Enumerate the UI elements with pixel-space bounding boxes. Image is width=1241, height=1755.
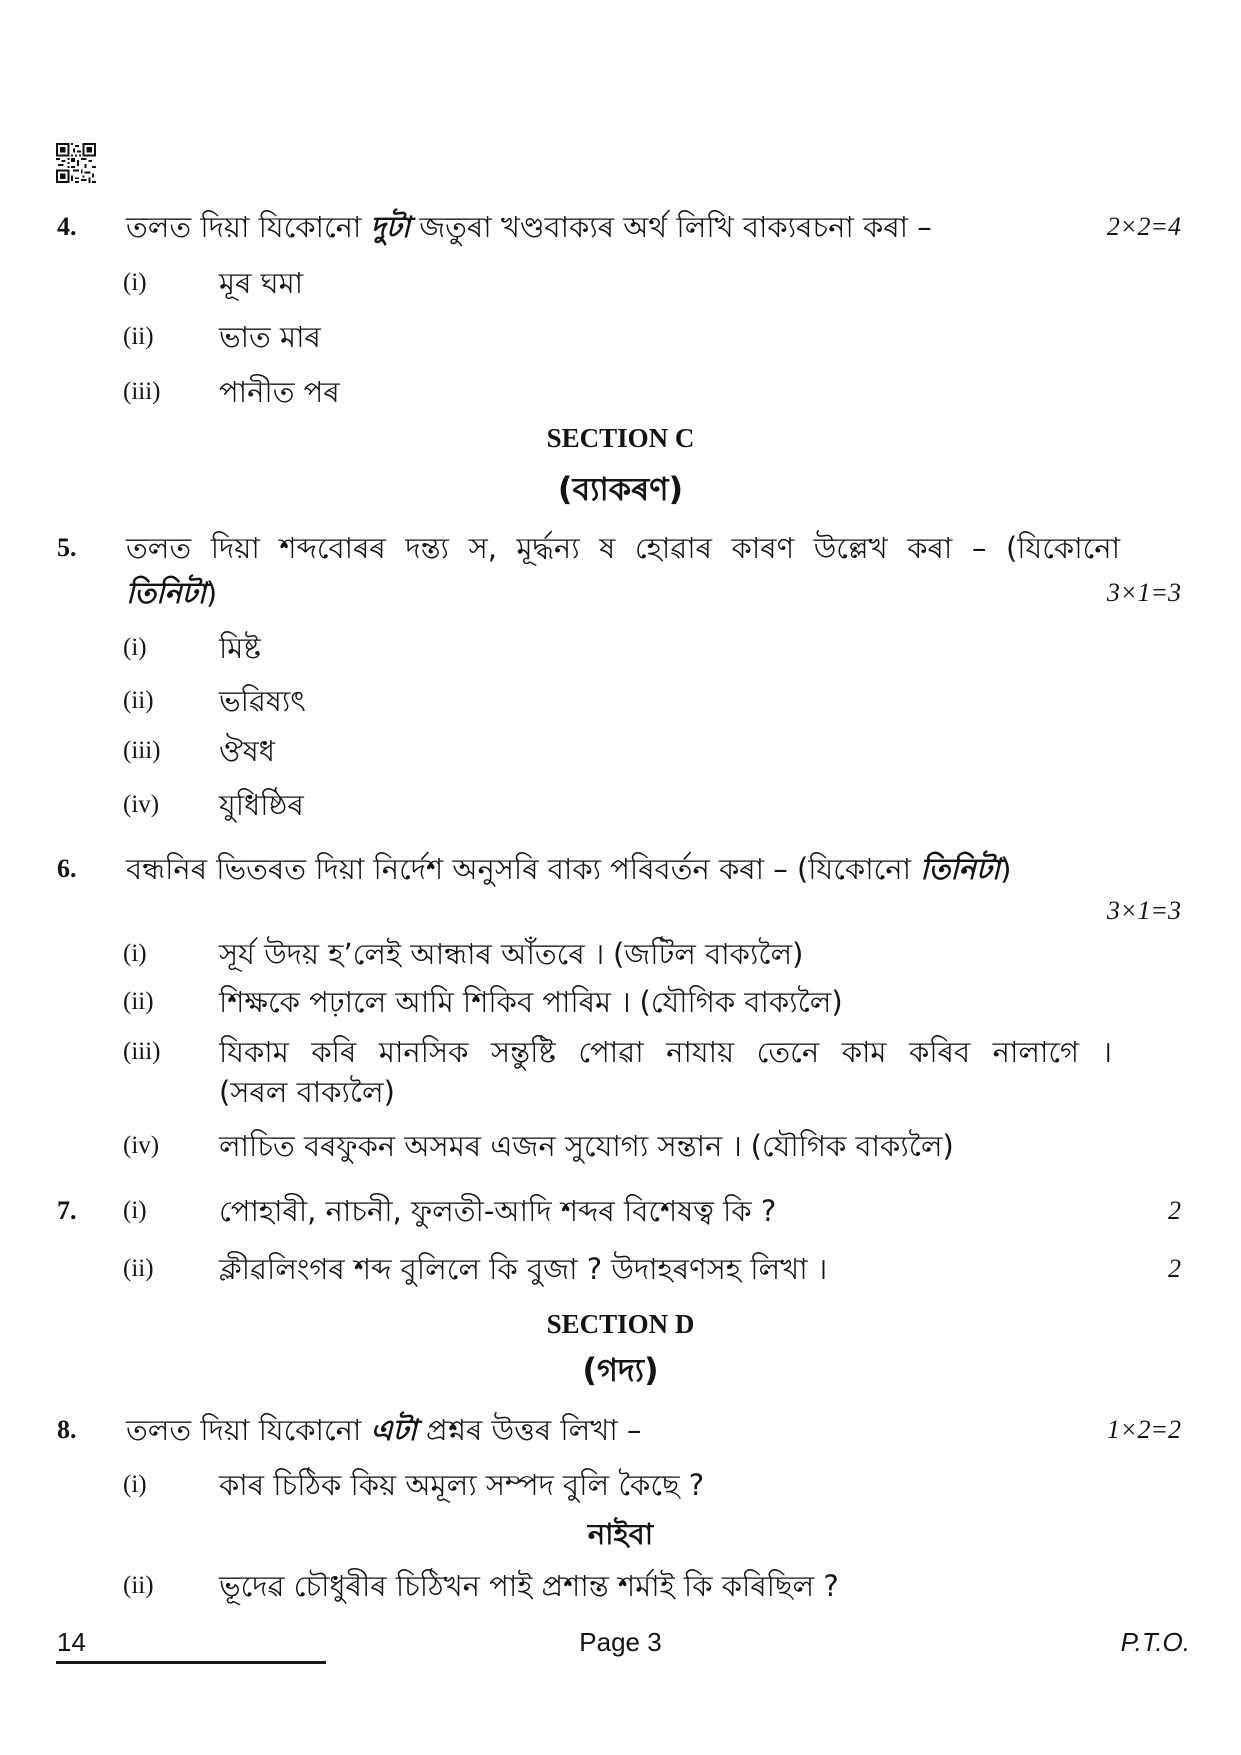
item-label: (iii) bbox=[123, 737, 161, 764]
item-body bbox=[219, 1126, 954, 1166]
item-text: সূৰ্য উদয় হ’লেই আন্ধাৰ আঁতৰে । bbox=[219, 937, 605, 971]
question-8-item bbox=[0, 1465, 1241, 1505]
question-number: 6. bbox=[57, 854, 77, 883]
qr-code-icon bbox=[56, 143, 96, 183]
prompt-text: বন্ধনিৰ ভিতৰত দিয়া নিৰ্দেশ অনুসৰি বাক্য পৰিবৰ্তন কৰা – (যিকোনো bbox=[126, 852, 921, 886]
item-label: (ii) bbox=[123, 988, 154, 1015]
item-text: কাৰ চিঠিক কিয় অমূল্য সম্পদ বুলি কৈছে ? bbox=[219, 1468, 705, 1502]
item-label: (iii) bbox=[123, 378, 161, 405]
item-text: যিকাম কৰি মানসিক সন্তুষ্টি পোৱা নাযায় তেনে কাম কৰিব নালাগে । bbox=[219, 1035, 1112, 1069]
question-prompt bbox=[126, 573, 217, 613]
question-5-continued bbox=[0, 573, 1241, 613]
item-body bbox=[219, 1072, 395, 1112]
item-label: (i) bbox=[123, 634, 147, 661]
item-label: (i) bbox=[123, 1197, 147, 1224]
section-d-title: SECTION D bbox=[546, 1309, 695, 1339]
marks: 3×1=3 bbox=[1106, 896, 1181, 925]
question-prompt bbox=[126, 207, 932, 247]
question-prompt bbox=[126, 1410, 641, 1450]
item-text: ঔষধ bbox=[219, 734, 276, 768]
question-6-item bbox=[0, 1032, 1241, 1072]
item-body bbox=[219, 1032, 1112, 1072]
question-6-item bbox=[0, 934, 1241, 974]
item-instruction: (যৌগিক বাক্যলৈ) bbox=[750, 1129, 954, 1163]
question-4-item bbox=[0, 263, 1241, 303]
question-prompt bbox=[126, 528, 1120, 568]
item-label: (iv) bbox=[123, 791, 160, 818]
paper-code: 14 bbox=[57, 1627, 86, 1657]
question-5-item bbox=[0, 785, 1241, 825]
prompt-emphasis: এটা bbox=[370, 1413, 417, 1447]
item-text: যুধিষ্ঠিৰ bbox=[219, 788, 304, 822]
question-8-item bbox=[0, 1566, 1241, 1606]
item-text: মিষ্ট bbox=[219, 631, 261, 665]
marks: 2 bbox=[1168, 1196, 1181, 1225]
question-4 bbox=[0, 207, 1241, 247]
item-label: (ii) bbox=[123, 1255, 154, 1282]
prompt-text: তলত দিয়া যিকোনো bbox=[126, 1413, 371, 1447]
item-label: (ii) bbox=[123, 1572, 154, 1599]
prompt-text: প্ৰশ্নৰ উত্তৰ লিখা – bbox=[416, 1413, 642, 1447]
item-text: ভাত মাৰ bbox=[219, 320, 321, 354]
prompt-text: ) bbox=[205, 576, 218, 610]
marks: 1×2=2 bbox=[1106, 1415, 1181, 1444]
section-d-subtitle: (গদ্য) bbox=[582, 1351, 659, 1389]
question-number: 8. bbox=[57, 1415, 77, 1444]
item-body bbox=[219, 934, 803, 974]
item-body bbox=[219, 982, 843, 1022]
please-turn-over: P.T.O. bbox=[1120, 1627, 1190, 1657]
question-7-item bbox=[0, 1249, 1241, 1289]
prompt-text: ) bbox=[1000, 852, 1012, 886]
question-6 bbox=[0, 849, 1241, 889]
question-4-item bbox=[0, 372, 1241, 412]
marks: 2×2=4 bbox=[1106, 212, 1181, 241]
item-text: লাচিত বৰফুকন অসমৰ এজন সুযোগ্য সন্তান । bbox=[219, 1129, 742, 1163]
marks: 2 bbox=[1168, 1254, 1181, 1283]
prompt-emphasis: তিনিটা bbox=[920, 852, 1001, 886]
prompt-text: তলত দিয়া যিকোনো bbox=[126, 210, 371, 244]
section-c-subtitle: (ব্যাকৰণ) bbox=[557, 470, 684, 508]
item-instruction: (জটিল বাক্যলৈ) bbox=[612, 937, 804, 971]
item-text: মূৰ ঘমা bbox=[219, 266, 304, 300]
item-label: (iv) bbox=[123, 1132, 160, 1159]
prompt-text: জতুৰা খণ্ডবাক্যৰ অৰ্থ লিখি বাক্যৰচনা কৰা – bbox=[410, 210, 932, 244]
item-text: পোহাৰী, নাচনী, ফুলতী-আদি শব্দৰ বিশেষত্ব কি ? bbox=[219, 1194, 777, 1228]
marks: 3×1=3 bbox=[1106, 578, 1181, 607]
question-prompt bbox=[126, 849, 1011, 889]
item-text: ক্লীৱলিংগৰ শব্দ বুলিলে কি বুজা ? উদাহৰণসহ লিখা । bbox=[219, 1252, 828, 1286]
item-label: (iii) bbox=[123, 1038, 161, 1065]
prompt-emphasis: তিনিটা bbox=[126, 576, 206, 610]
item-instruction: (যৌগিক বাক্যলৈ) bbox=[639, 985, 843, 1019]
item-label: (ii) bbox=[123, 323, 154, 350]
item-text: শিক্ষকে পঢ়ালে আমি শিকিব পাৰিম । bbox=[219, 985, 631, 1019]
item-label: (i) bbox=[123, 940, 147, 967]
item-label: (i) bbox=[123, 269, 147, 296]
question-7 bbox=[0, 1191, 1241, 1231]
question-6-item bbox=[0, 982, 1241, 1022]
question-5-item bbox=[0, 681, 1241, 721]
question-5 bbox=[0, 528, 1241, 568]
item-text: পানীত পৰ bbox=[219, 375, 340, 409]
question-6-item-continued bbox=[0, 1072, 1241, 1112]
or-label: নাইবা bbox=[587, 1517, 654, 1551]
question-6-item bbox=[0, 1126, 1241, 1166]
item-text: ভূদেৱ চৌধুৰীৰ চিঠিখন পাই প্ৰশান্ত শৰ্মাই কি কৰিছিল ? bbox=[219, 1569, 839, 1603]
question-number: 7. bbox=[57, 1196, 77, 1225]
question-5-item bbox=[0, 628, 1241, 668]
section-c-title: SECTION C bbox=[546, 423, 695, 453]
page-number: Page 3 bbox=[579, 1627, 662, 1657]
question-number: 5. bbox=[57, 533, 77, 562]
item-instruction: (সৰল বাক্যলৈ) bbox=[219, 1075, 395, 1109]
question-8 bbox=[0, 1410, 1241, 1450]
question-5-item bbox=[0, 731, 1241, 771]
prompt-text: তলত দিয়া শব্দবোৰৰ দন্ত্য স, মূৰ্দ্ধন্য ষ হোৱাৰ কাৰণ উল্লেখ কৰা – (যিকোনো bbox=[126, 531, 1120, 565]
question-6-marks-row bbox=[0, 891, 1241, 931]
prompt-emphasis: দুটা bbox=[370, 210, 410, 244]
item-label: (ii) bbox=[123, 687, 154, 714]
item-text: ভৱিষ্যৎ bbox=[219, 684, 306, 718]
item-label: (i) bbox=[123, 1471, 147, 1498]
question-4-item bbox=[0, 317, 1241, 357]
question-number: 4. bbox=[57, 212, 77, 241]
